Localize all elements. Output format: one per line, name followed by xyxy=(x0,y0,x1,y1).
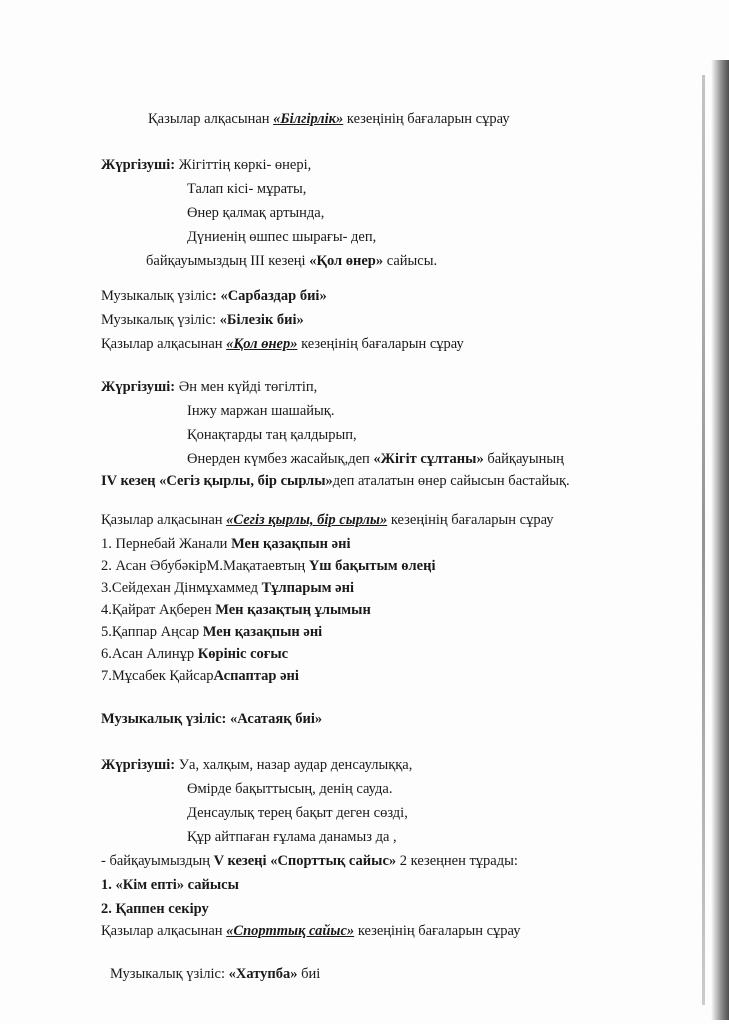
host-label: Жүргізуші: xyxy=(101,157,176,173)
stage-announcement: - байқауымыздың V кезеңі «Спорттық сайыс» 2 кезеңнен тұрады: xyxy=(101,853,518,869)
host-label: Жүргізуші: xyxy=(101,379,176,395)
verse-line: Талап кісі- мұраты, xyxy=(187,181,307,197)
participant-item: 7.Мұсабек ҚайсарАспаптар әні xyxy=(101,668,299,684)
participant-item: 5.Қаппар Аңсар Мен қазақпын әні xyxy=(101,624,323,640)
participant-item: 2. Асан ӘбубәкірМ.Мақатаевтың Үш бақытым өлеңі xyxy=(101,558,436,574)
music-pause: Музыкалық үзіліс: «Хатупба» биі xyxy=(110,966,321,982)
verse-line: Өнерден күмбез жасайық,деп «Жігіт сұлтаны» байқауының xyxy=(187,451,564,467)
sport-item: 2. Қаппен секіру xyxy=(101,901,209,917)
jury-grades-qol-oner: Қазылар алқасынан «Қол өнер» кезеңінің бағаларын сұрау xyxy=(101,336,464,352)
host-label: Жүргізуші: xyxy=(101,757,176,773)
participant-item: 6.Асан Алинұр Көрініс соғыс xyxy=(101,646,289,662)
music-pause: Музыкалық үзіліс: «Сарбаздар биі» xyxy=(101,288,327,304)
verse-line: Інжу маржан шашайық. xyxy=(187,403,335,419)
verse-line: Құр айтпаған ғұлама данамыз да , xyxy=(187,829,397,845)
verse-line: Өмірде бақыттысың, денің сауда. xyxy=(187,781,393,797)
jury-grades-sport: Қазылар алқасынан «Спорттық сайыс» кезеңінің бағаларын сұрау xyxy=(101,923,521,939)
stage-announcement: байқауымыздың ІІІ кезеңі «Қол өнер» сайысы. xyxy=(146,253,438,269)
verse-line: Дүниенің өшпес шырағы- деп, xyxy=(187,229,377,245)
scan-edge-shadow xyxy=(711,60,729,1020)
verse-line: Қонақтарды таң қалдырып, xyxy=(187,427,357,443)
host-line: Жүргізуші: Уа, халқым, назар аудар денсаулыққа, xyxy=(101,757,413,773)
participant-item: 3.Сейдехан Дінмұхаммед Тұлпарым әні xyxy=(101,580,354,596)
sport-item: 1. «Кім епті» сайысы xyxy=(101,877,239,893)
verse-line: Өнер қалмақ артында, xyxy=(187,205,325,221)
participant-item: 1. Пернебай Жанали Мен қазақпын әні xyxy=(101,536,351,552)
music-pause: Музыкалық үзіліс: «Білезік биі» xyxy=(101,312,304,328)
jury-grades-segiz-qyrly: Қазылар алқасынан «Сегіз қырлы, бір сырлы» кезеңінің бағаларын сұрау xyxy=(101,512,554,528)
host-line: Жүргізуші: Жігіттің көркі- өнері, xyxy=(101,157,312,173)
jury-grades-bilgirlik: Қазылар алқасынан «Білгірлік» кезеңінің бағаларын сұрау xyxy=(148,111,510,127)
stage-announcement: IV кезең «Сегіз қырлы, бір сырлы»деп аталатын өнер сайысын бастайық. xyxy=(101,473,570,489)
verse-line: Денсаулық терең бақыт деген сөзді, xyxy=(187,805,408,821)
scan-fold-line xyxy=(702,75,705,1005)
participant-item: 4.Қайрат Ақберен Мен қазақтың ұлымын xyxy=(101,602,371,618)
host-line: Жүргізуші: Ән мен күйді төгілтіп, xyxy=(101,379,318,395)
music-pause: Музыкалық үзіліс: «Асатаяқ биі» xyxy=(101,711,323,727)
